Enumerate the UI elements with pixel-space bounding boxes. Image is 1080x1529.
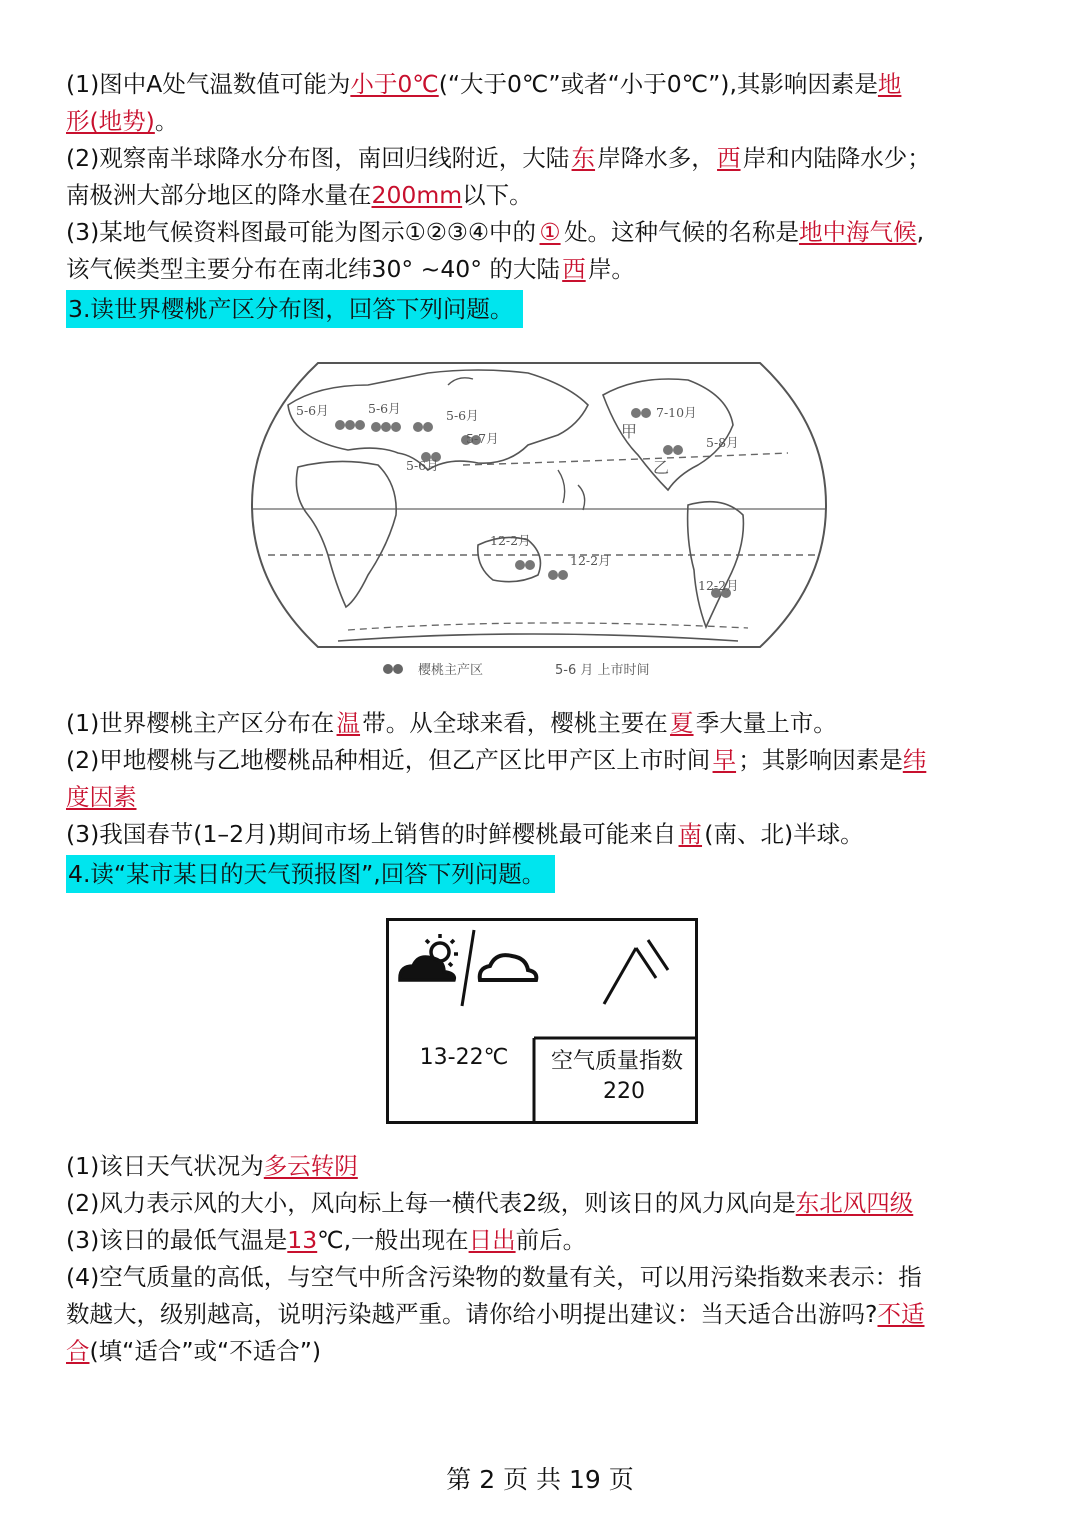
text: 数越大，级别越高，说明污染越严重。请你给小明提出建议：当天适合出游吗? xyxy=(66,1300,878,1328)
text: ℃,一般出现在 xyxy=(317,1226,469,1254)
weather-forecast-figure xyxy=(386,918,698,1124)
text: 带。从全球来看，樱桃主要在 xyxy=(362,709,668,737)
map-label: 12-2月 xyxy=(698,578,739,593)
text: (南、北)半球。 xyxy=(704,820,864,848)
answer-blank: 地中海气候 xyxy=(799,218,917,246)
answer-blank: 东 xyxy=(571,144,596,172)
answer-blank: 200mm xyxy=(371,181,463,209)
map-label: 12-2月 xyxy=(570,553,611,568)
text: (1)图中A处气温数值可能为 xyxy=(66,70,351,98)
q4-line-4 xyxy=(66,1259,1016,1296)
map-label: 12-2月 xyxy=(490,533,531,548)
map-label: 5-8月 xyxy=(706,435,739,450)
question-3-heading: 3.读世界樱桃产区分布图，回答下列问题。 xyxy=(66,290,523,328)
map-place-yi: 乙 xyxy=(653,458,670,477)
answer-blank: 日出 xyxy=(468,1226,516,1254)
answer-blank: 温 xyxy=(336,709,361,737)
world-cherry-map xyxy=(228,345,850,687)
answer-blank: 小于0℃ xyxy=(350,70,439,98)
text: (3)某地气候资料图最可能为图示①②③④中的 xyxy=(66,218,537,246)
q4-line-1 xyxy=(66,1148,1016,1185)
text: 该气候类型主要分布在南北纬30° ~40° 的大陆 xyxy=(66,255,560,283)
text: (2)风力表示风的大小，风向标上每一横代表2级，则该日的风力风向是 xyxy=(66,1189,796,1217)
page-footer: 第 2 页 共 19 页 xyxy=(446,1465,634,1494)
temperature-range: 13-22℃ xyxy=(419,1045,509,1070)
answer-blank: 早 xyxy=(712,746,737,774)
answer-blank: 地 xyxy=(877,70,902,98)
q3-line-3 xyxy=(66,779,1016,816)
q3-line-2 xyxy=(66,742,1016,779)
answer-blank: 度因素 xyxy=(66,783,137,811)
q3-line-1 xyxy=(66,705,1016,742)
text: (3)我国春节(1–2月)期间市场上销售的时鲜樱桃最可能来自 xyxy=(66,820,677,848)
text: 以下。 xyxy=(462,181,533,209)
cherry-marker xyxy=(335,420,365,430)
text: 季大量上市。 xyxy=(695,709,837,737)
text: 前后。 xyxy=(515,1226,587,1254)
legend-time: 5-6 月 上市时间 xyxy=(555,663,650,678)
text: (2)观察南半球降水分布图，南回归线附近，大陆 xyxy=(66,144,570,172)
text: (1)该日天气状况为 xyxy=(66,1152,264,1180)
answer-blank: 南 xyxy=(678,820,703,848)
text: ；其影响因素是 xyxy=(738,746,903,774)
text: , xyxy=(916,218,925,246)
text: 岸。 xyxy=(587,255,635,283)
q4-line-6 xyxy=(66,1333,1016,1370)
q4-line-3 xyxy=(66,1222,1016,1259)
answer-blank: 纬 xyxy=(902,746,927,774)
text: (1)世界樱桃主产区分布在 xyxy=(66,709,335,737)
map-place-jia: 甲 xyxy=(621,422,638,441)
answer-blank: 夏 xyxy=(670,709,694,737)
answer-blank: 东北风四级 xyxy=(795,1189,914,1217)
q2-line-3 xyxy=(66,140,1016,177)
map-label: 5-6月 xyxy=(368,401,401,416)
text: 岸和内陆降水少； xyxy=(742,144,931,172)
legend-label: 樱桃主产区 xyxy=(418,663,484,678)
answer-blank: 13 xyxy=(287,1226,318,1254)
text: 。 xyxy=(154,107,179,135)
q2-line-1 xyxy=(66,66,1016,103)
text: 南极洲大部分地区的降水量在 xyxy=(66,181,372,209)
answer-blank: 西 xyxy=(562,255,586,283)
aqi-value: 220 xyxy=(603,1079,645,1104)
q4-line-5 xyxy=(66,1296,1016,1333)
text: (填“适合”或“不适合”) xyxy=(89,1337,322,1365)
q2-line-5 xyxy=(66,214,1016,251)
q2-line-4 xyxy=(66,177,1016,214)
answer-blank: 多云转阴 xyxy=(263,1152,358,1180)
answer-blank: ① xyxy=(539,218,561,246)
text: 岸降水多， xyxy=(597,144,715,172)
map-label: 5-6月 xyxy=(446,408,479,423)
map-label: 5-6月 xyxy=(406,458,439,473)
cherry-marker xyxy=(371,422,401,432)
answer-blank: 不适 xyxy=(877,1300,925,1328)
answer-blank: 形(地势) xyxy=(66,107,155,135)
q4-line-2 xyxy=(66,1185,1016,1222)
text: (3)该日的最低气温是 xyxy=(66,1226,288,1254)
question-4-heading: 4.读“某市某日的天气预报图”,回答下列问题。 xyxy=(66,855,555,893)
text: (4)空气质量的高低，与空气中所含污染物的数量有关，可以用污染指数来表示：指 xyxy=(66,1263,922,1291)
text: 处。这种气候的名称是 xyxy=(564,218,800,246)
q2-line-2 xyxy=(66,103,1016,140)
text: (“大于0℃”或者“小于0℃”),其影响因素是 xyxy=(438,70,878,98)
map-label: 7-10月 xyxy=(656,405,697,420)
answer-blank: 合 xyxy=(66,1337,90,1365)
aqi-label: 空气质量指数 xyxy=(550,1049,684,1074)
answer-blank: 西 xyxy=(717,144,741,172)
text: (2)甲地樱桃与乙地樱桃品种相近，但乙产区比甲产区上市时间 xyxy=(66,746,711,774)
map-label: 5-6月 xyxy=(296,403,329,418)
map-label: 5-7月 xyxy=(466,431,499,446)
q3-line-4 xyxy=(66,816,1016,853)
q2-line-6 xyxy=(66,251,1016,288)
